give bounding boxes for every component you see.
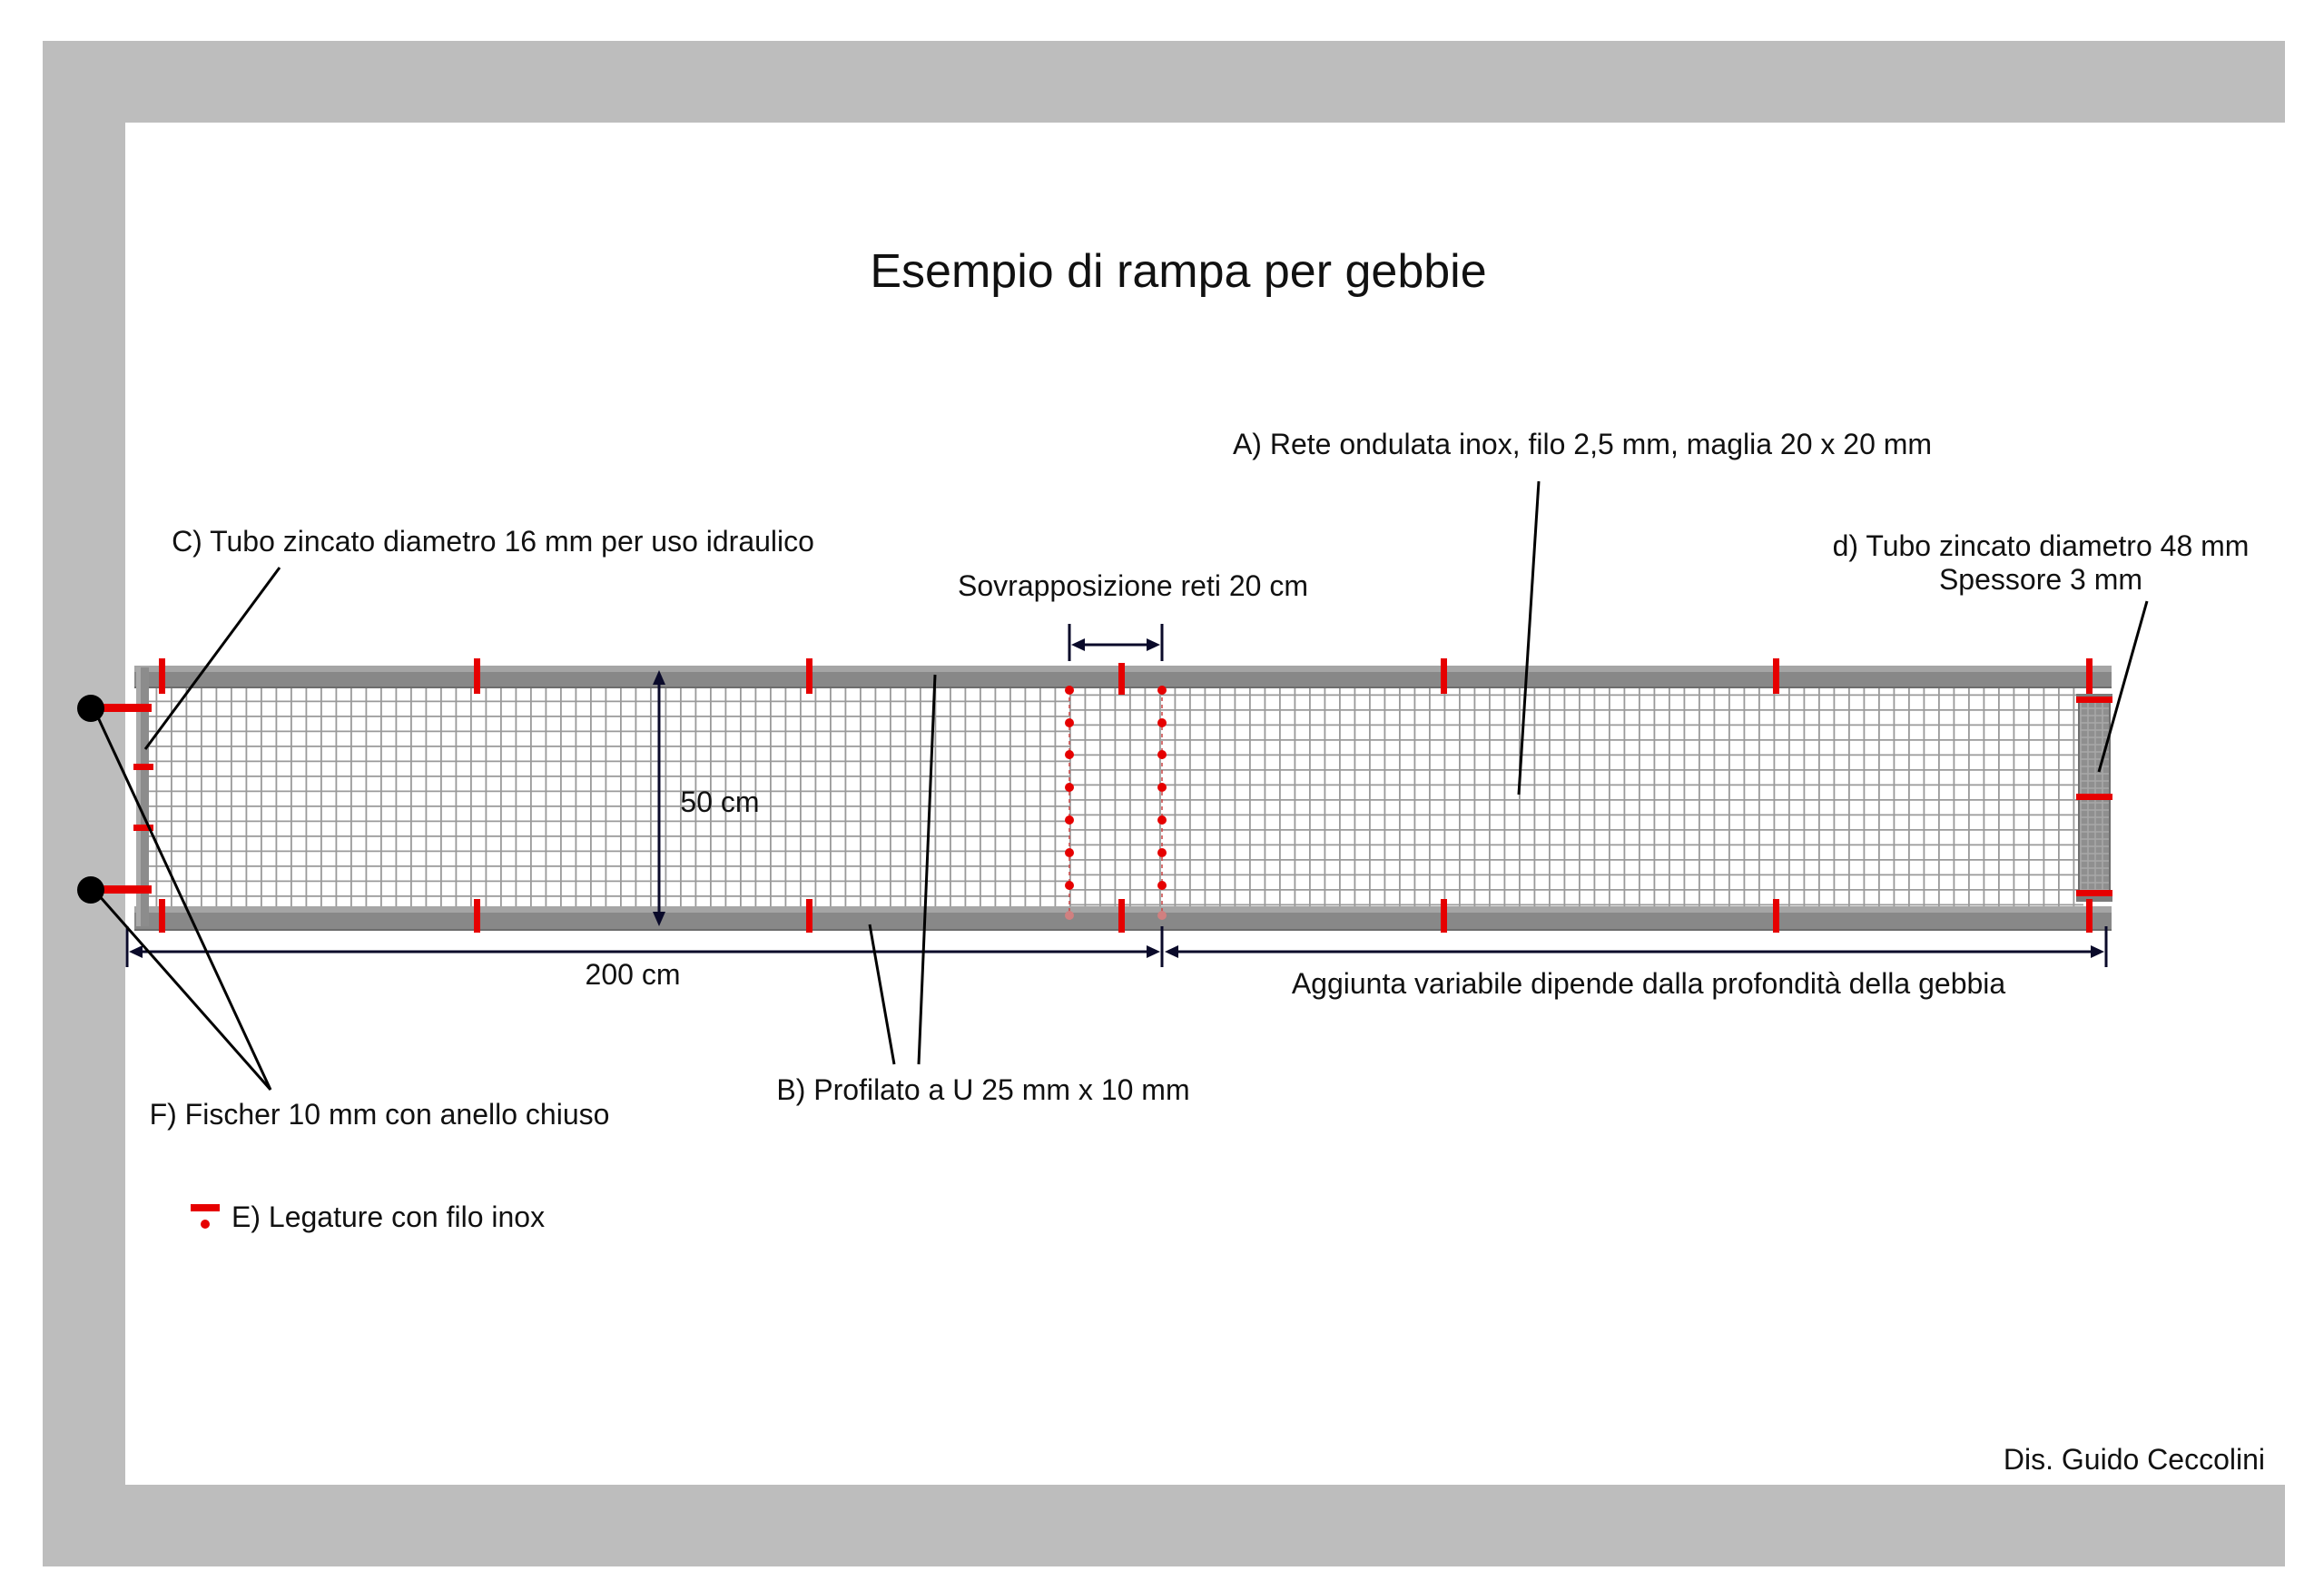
label-tubo-48-line2: Spessore 3 mm (1938, 563, 2143, 596)
label-length: 200 cm (585, 958, 681, 991)
tie-legend-icon (191, 1204, 220, 1211)
tie-mark (1441, 658, 1447, 694)
tie-mark (1773, 658, 1779, 694)
tie-mark (2076, 890, 2112, 896)
tie-mark (159, 658, 165, 694)
tie-mark (1118, 663, 1125, 695)
label-sovrapposizione: Sovrapposizione reti 20 cm (958, 569, 1308, 602)
tie-mark (2086, 899, 2093, 933)
mesh-panel-right (1069, 679, 2083, 911)
tie-mark (1441, 899, 1447, 933)
label-rete: A) Rete ondulata inox, filo 2,5 mm, maglia 20 x 20 mm (1232, 428, 1933, 460)
tie-mark (1118, 899, 1125, 933)
author-credit: Dis. Guido Ceccolini (2003, 1443, 2265, 1476)
tie-mark (806, 899, 812, 933)
tie-mark (474, 899, 480, 933)
tie-mark (806, 658, 812, 694)
label-height: 50 cm (680, 786, 760, 818)
legend-ties (191, 1201, 545, 1233)
fischer-anchor (77, 695, 104, 722)
label-fischer: F) Fischer 10 mm con anello chiuso (149, 1098, 610, 1131)
tie-mark (474, 658, 480, 694)
tie-mark (1773, 899, 1779, 933)
label-aggiunta: Aggiunta variabile dipende dalla profondità della gebbia (1291, 967, 2006, 1000)
fischer-anchor (77, 876, 104, 904)
tie-mark (2086, 658, 2093, 694)
diagram-title: Esempio di rampa per gebbie (870, 245, 1487, 298)
tie-legend-dot (201, 1220, 210, 1229)
label-legature: E) Legature con filo inox (231, 1201, 546, 1233)
label-tubo-48-line1: d) Tubo zincato diametro 48 mm (1832, 529, 2250, 562)
label-profilato: B) Profilato a U 25 mm x 10 mm (776, 1073, 1190, 1106)
tie-mark (133, 764, 153, 770)
tie-mark (2076, 794, 2112, 800)
mesh-panel-left (141, 686, 1162, 906)
tie-mark (159, 899, 165, 933)
label-tubo-16: C) Tubo zincato diametro 16 mm per uso idraulico (172, 525, 814, 558)
tie-mark (2076, 697, 2112, 703)
